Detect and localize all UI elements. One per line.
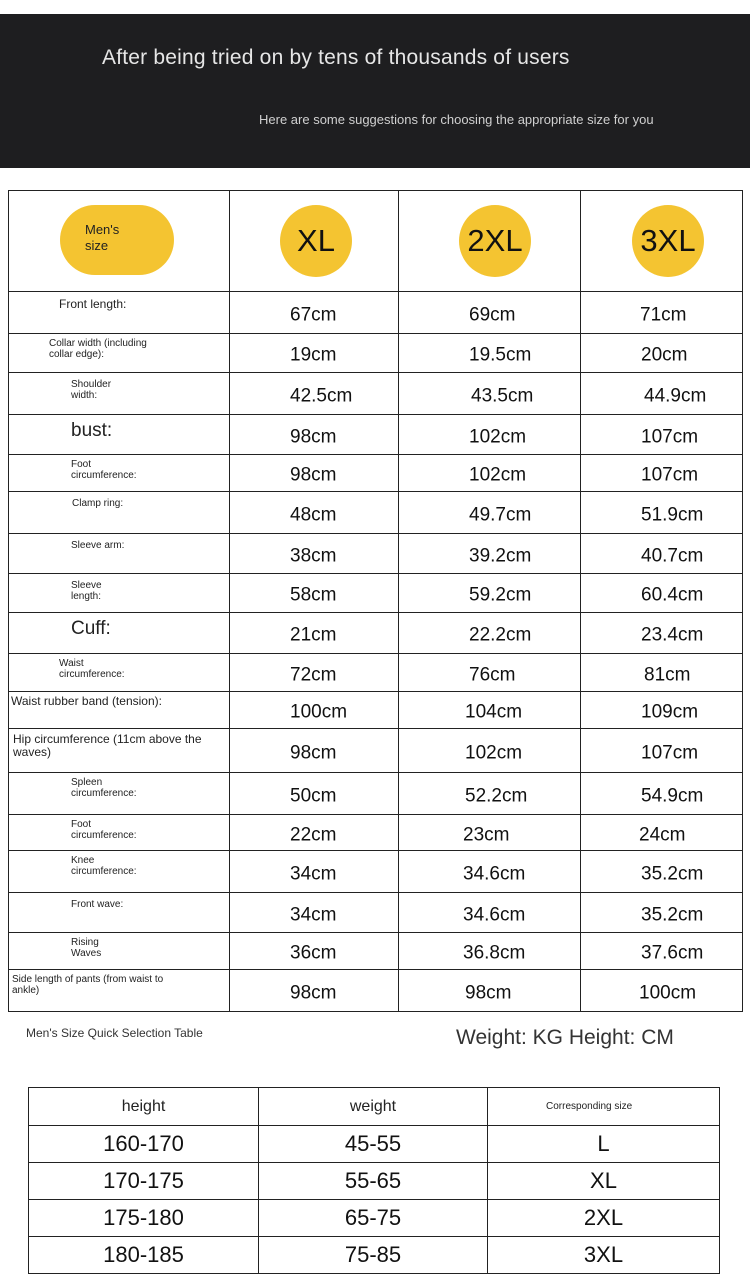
measurement-value: 19cm — [290, 344, 337, 366]
measurement-value: 67cm — [290, 304, 337, 326]
size-header-2xl — [399, 191, 581, 292]
measurement-label-cell — [9, 851, 230, 893]
size-cell: 3XL — [488, 1237, 720, 1274]
measurement-value-cell — [581, 574, 743, 613]
measurement-value: 49.7cm — [469, 504, 532, 526]
mens-size-badge — [60, 205, 174, 275]
measurement-label: Cuff: — [71, 618, 111, 639]
quick-header-row — [29, 1088, 720, 1126]
measurement-label-cell — [9, 654, 230, 692]
measurement-value-cell — [230, 933, 399, 970]
measurement-label-cell — [9, 492, 230, 534]
measurement-value: 60.4cm — [641, 584, 704, 606]
measurement-value: 40.7cm — [641, 545, 704, 567]
size-header-3xl — [581, 191, 743, 292]
measurement-value-cell — [399, 455, 581, 492]
measurement-label: Spleen circumference: — [71, 777, 137, 799]
measurement-value-cell — [581, 334, 743, 373]
table-row — [9, 654, 743, 692]
measurement-value: 23cm — [463, 824, 510, 846]
measurement-value-cell — [581, 893, 743, 933]
table-row — [9, 455, 743, 492]
measurement-label-cell — [9, 292, 230, 334]
measurement-value-cell — [230, 492, 399, 534]
measurement-label-cell — [9, 574, 230, 613]
table-row — [9, 574, 743, 613]
measurement-label-cell — [9, 373, 230, 415]
measurement-value: 98cm — [290, 742, 337, 764]
size-chart-table — [8, 190, 743, 1012]
measurement-value-cell — [399, 334, 581, 373]
measurement-label-cell — [9, 970, 230, 1012]
size-cell: L — [488, 1126, 720, 1163]
measurement-label: Sleeve arm: — [71, 540, 125, 551]
measurement-value-cell — [581, 692, 743, 729]
measurement-value: 34cm — [290, 904, 337, 926]
weight-cell: 55-65 — [259, 1163, 488, 1200]
measurement-value: 107cm — [641, 742, 699, 764]
size-badge-2xl: 2XL — [459, 205, 531, 277]
measurement-label-cell — [9, 893, 230, 933]
measurement-value: 52.2cm — [465, 785, 528, 807]
table-row — [9, 815, 743, 851]
measurement-value-cell — [399, 773, 581, 815]
measurement-value: 98cm — [290, 982, 337, 1004]
measurement-value: 34.6cm — [463, 904, 526, 926]
measurement-value-cell — [230, 893, 399, 933]
size-cell: XL — [488, 1163, 720, 1200]
measurement-label-cell — [9, 815, 230, 851]
measurement-label: Front wave: — [71, 899, 124, 910]
table-row — [9, 933, 743, 970]
measurement-label: Side length of pants (from waist to ankle) — [12, 974, 164, 996]
table-row — [9, 415, 743, 455]
measurement-value: 51.9cm — [641, 504, 704, 526]
table-row — [29, 1163, 720, 1200]
measurement-value: 39.2cm — [469, 545, 532, 567]
measurement-value-cell — [399, 415, 581, 455]
measurement-value: 107cm — [641, 426, 699, 448]
measurement-value: 98cm — [290, 426, 337, 448]
measurement-value: 81cm — [644, 664, 691, 686]
measurement-value: 36.8cm — [463, 942, 526, 964]
measurement-value-cell — [399, 933, 581, 970]
measurement-value: 44.9cm — [644, 385, 707, 407]
table-row — [9, 893, 743, 933]
measurement-value: 38cm — [290, 545, 337, 567]
measurement-value-cell — [230, 415, 399, 455]
weight-cell: 45-55 — [259, 1126, 488, 1163]
size-badge-3xl: 3XL — [632, 205, 704, 277]
measurement-label: Collar width (including collar edge): — [49, 338, 147, 360]
measurement-value: 102cm — [469, 426, 527, 448]
measurement-value-cell — [230, 654, 399, 692]
measurement-value-cell — [581, 970, 743, 1012]
measurement-value: 102cm — [469, 464, 527, 486]
measurement-value: 59.2cm — [469, 584, 532, 606]
measurement-value: 19.5cm — [469, 344, 532, 366]
measurement-value-cell — [230, 334, 399, 373]
measurement-value: 71cm — [640, 304, 687, 326]
measurement-value: 58cm — [290, 584, 337, 606]
measurement-label-cell — [9, 692, 230, 729]
measurement-value-cell — [230, 773, 399, 815]
measurement-value: 54.9cm — [641, 785, 704, 807]
measurement-label: Shoulder width: — [71, 379, 112, 401]
measurement-value-cell — [581, 773, 743, 815]
measurement-value-cell — [581, 455, 743, 492]
measurement-label: Waist circumference: — [59, 658, 125, 680]
measurement-value-cell — [399, 292, 581, 334]
measurement-label: Rising Waves — [71, 937, 102, 959]
measurement-value: 34.6cm — [463, 863, 526, 885]
table-row — [9, 613, 743, 654]
header-height: height — [29, 1088, 259, 1126]
measurement-value: 24cm — [639, 824, 686, 846]
measurement-value-cell — [581, 415, 743, 455]
measurement-value-cell — [581, 729, 743, 773]
quick-selection-table — [28, 1087, 720, 1274]
measurement-value-cell — [399, 729, 581, 773]
measurement-value-cell — [581, 851, 743, 893]
measurement-value-cell — [399, 373, 581, 415]
measurement-label: Hip circumference (11cm above the waves) — [13, 732, 202, 759]
measurement-value-cell — [581, 292, 743, 334]
measurement-value: 22.2cm — [469, 624, 532, 646]
measurement-value: 35.2cm — [641, 904, 704, 926]
height-cell: 170-175 — [29, 1163, 259, 1200]
measurement-value: 50cm — [290, 785, 337, 807]
measurement-value: 100cm — [639, 982, 697, 1004]
unit-note: Weight: KG Height: CM — [456, 1026, 674, 1049]
header-banner — [0, 14, 750, 168]
measurement-label: Foot circumference: — [71, 819, 137, 841]
measurement-label-cell — [9, 773, 230, 815]
corner-cell — [9, 191, 230, 292]
table-row — [9, 729, 743, 773]
measurement-value: 98cm — [290, 464, 337, 486]
measurement-value: 22cm — [290, 824, 337, 846]
measurement-value: 43.5cm — [471, 385, 534, 407]
measurement-value-cell — [230, 455, 399, 492]
measurement-value-cell — [230, 373, 399, 415]
measurement-label-cell — [9, 455, 230, 492]
measurement-value-cell — [230, 970, 399, 1012]
height-cell: 180-185 — [29, 1237, 259, 1274]
table-row — [29, 1126, 720, 1163]
measurement-value: 37.6cm — [641, 942, 704, 964]
table-row — [9, 373, 743, 415]
table-row — [9, 534, 743, 574]
measurement-value-cell — [230, 692, 399, 729]
size-badge-xl: XL — [280, 205, 352, 277]
measurement-value-cell — [230, 815, 399, 851]
measurement-value-cell — [581, 933, 743, 970]
measurement-value: 107cm — [641, 464, 699, 486]
banner-title: After being tried on by tens of thousands of users — [102, 46, 570, 69]
measurement-value-cell — [399, 534, 581, 574]
measurement-label: Clamp ring: — [72, 498, 124, 509]
measurement-value-cell — [399, 613, 581, 654]
table-row — [9, 292, 743, 334]
measurement-label: Front length: — [59, 297, 127, 311]
measurement-value: 104cm — [465, 701, 523, 723]
measurement-value-cell — [230, 613, 399, 654]
measurement-label-cell — [9, 613, 230, 654]
table-row — [9, 773, 743, 815]
measurement-value: 36cm — [290, 942, 337, 964]
measurement-value-cell — [581, 373, 743, 415]
measurement-value: 48cm — [290, 504, 337, 526]
size-header-xl — [230, 191, 399, 292]
table-row — [9, 970, 743, 1012]
size-cell: 2XL — [488, 1200, 720, 1237]
measurement-label: Waist rubber band (tension): — [11, 694, 162, 708]
measurement-label-cell — [9, 933, 230, 970]
height-cell: 175-180 — [29, 1200, 259, 1237]
weight-cell: 75-85 — [259, 1237, 488, 1274]
measurement-value-cell — [581, 613, 743, 654]
measurement-value-cell — [399, 893, 581, 933]
measurement-value: 98cm — [465, 982, 512, 1004]
measurement-value: 23.4cm — [641, 624, 704, 646]
measurement-value-cell — [230, 534, 399, 574]
measurement-value-cell — [581, 492, 743, 534]
measurement-label-cell — [9, 534, 230, 574]
measurement-value: 72cm — [290, 664, 337, 686]
table-row — [9, 692, 743, 729]
measurement-label-cell — [9, 334, 230, 373]
measurement-value-cell — [399, 692, 581, 729]
measurement-value-cell — [399, 574, 581, 613]
table-row — [9, 492, 743, 534]
measurement-value-cell — [230, 574, 399, 613]
measurement-value: 100cm — [290, 701, 348, 723]
measurement-value-cell — [230, 729, 399, 773]
weight-cell: 65-75 — [259, 1200, 488, 1237]
measurement-label: Foot circumference: — [71, 459, 137, 481]
measurement-value-cell — [230, 292, 399, 334]
banner-subtitle: Here are some suggestions for choosing the appropriate size for you — [259, 112, 654, 127]
measurement-value-cell — [581, 654, 743, 692]
height-cell: 160-170 — [29, 1126, 259, 1163]
measurement-value: 21cm — [290, 624, 337, 646]
measurement-value: 35.2cm — [641, 863, 704, 885]
table-row — [29, 1200, 720, 1237]
mens-size-label: Men's size — [85, 222, 120, 253]
measurement-value: 34cm — [290, 863, 337, 885]
measurement-value: 42.5cm — [290, 385, 353, 407]
measurement-value-cell — [399, 654, 581, 692]
table-row — [29, 1237, 720, 1274]
measurement-value-cell — [399, 492, 581, 534]
table-row — [9, 851, 743, 893]
measurement-value-cell — [399, 815, 581, 851]
measurement-value-cell — [230, 851, 399, 893]
measurement-value-cell — [399, 851, 581, 893]
measurement-label: bust: — [71, 420, 113, 441]
size-header-row — [9, 191, 743, 292]
table-row — [9, 334, 743, 373]
measurement-label: Knee circumference: — [71, 855, 137, 877]
measurement-value: 102cm — [465, 742, 523, 764]
measurement-label: Sleeve length: — [71, 580, 102, 602]
measurement-label-cell — [9, 729, 230, 773]
header-weight: weight — [259, 1088, 488, 1126]
measurement-value: 20cm — [641, 344, 688, 366]
header-corresponding-size: Corresponding size — [488, 1088, 720, 1126]
measurement-value-cell — [399, 970, 581, 1012]
measurement-value-cell — [581, 815, 743, 851]
measurement-value: 69cm — [469, 304, 516, 326]
measurement-label-cell — [9, 415, 230, 455]
measurement-value-cell — [581, 534, 743, 574]
measurement-value: 109cm — [641, 701, 699, 723]
quick-selection-title: Men's Size Quick Selection Table — [26, 1026, 203, 1040]
measurement-value: 76cm — [469, 664, 516, 686]
